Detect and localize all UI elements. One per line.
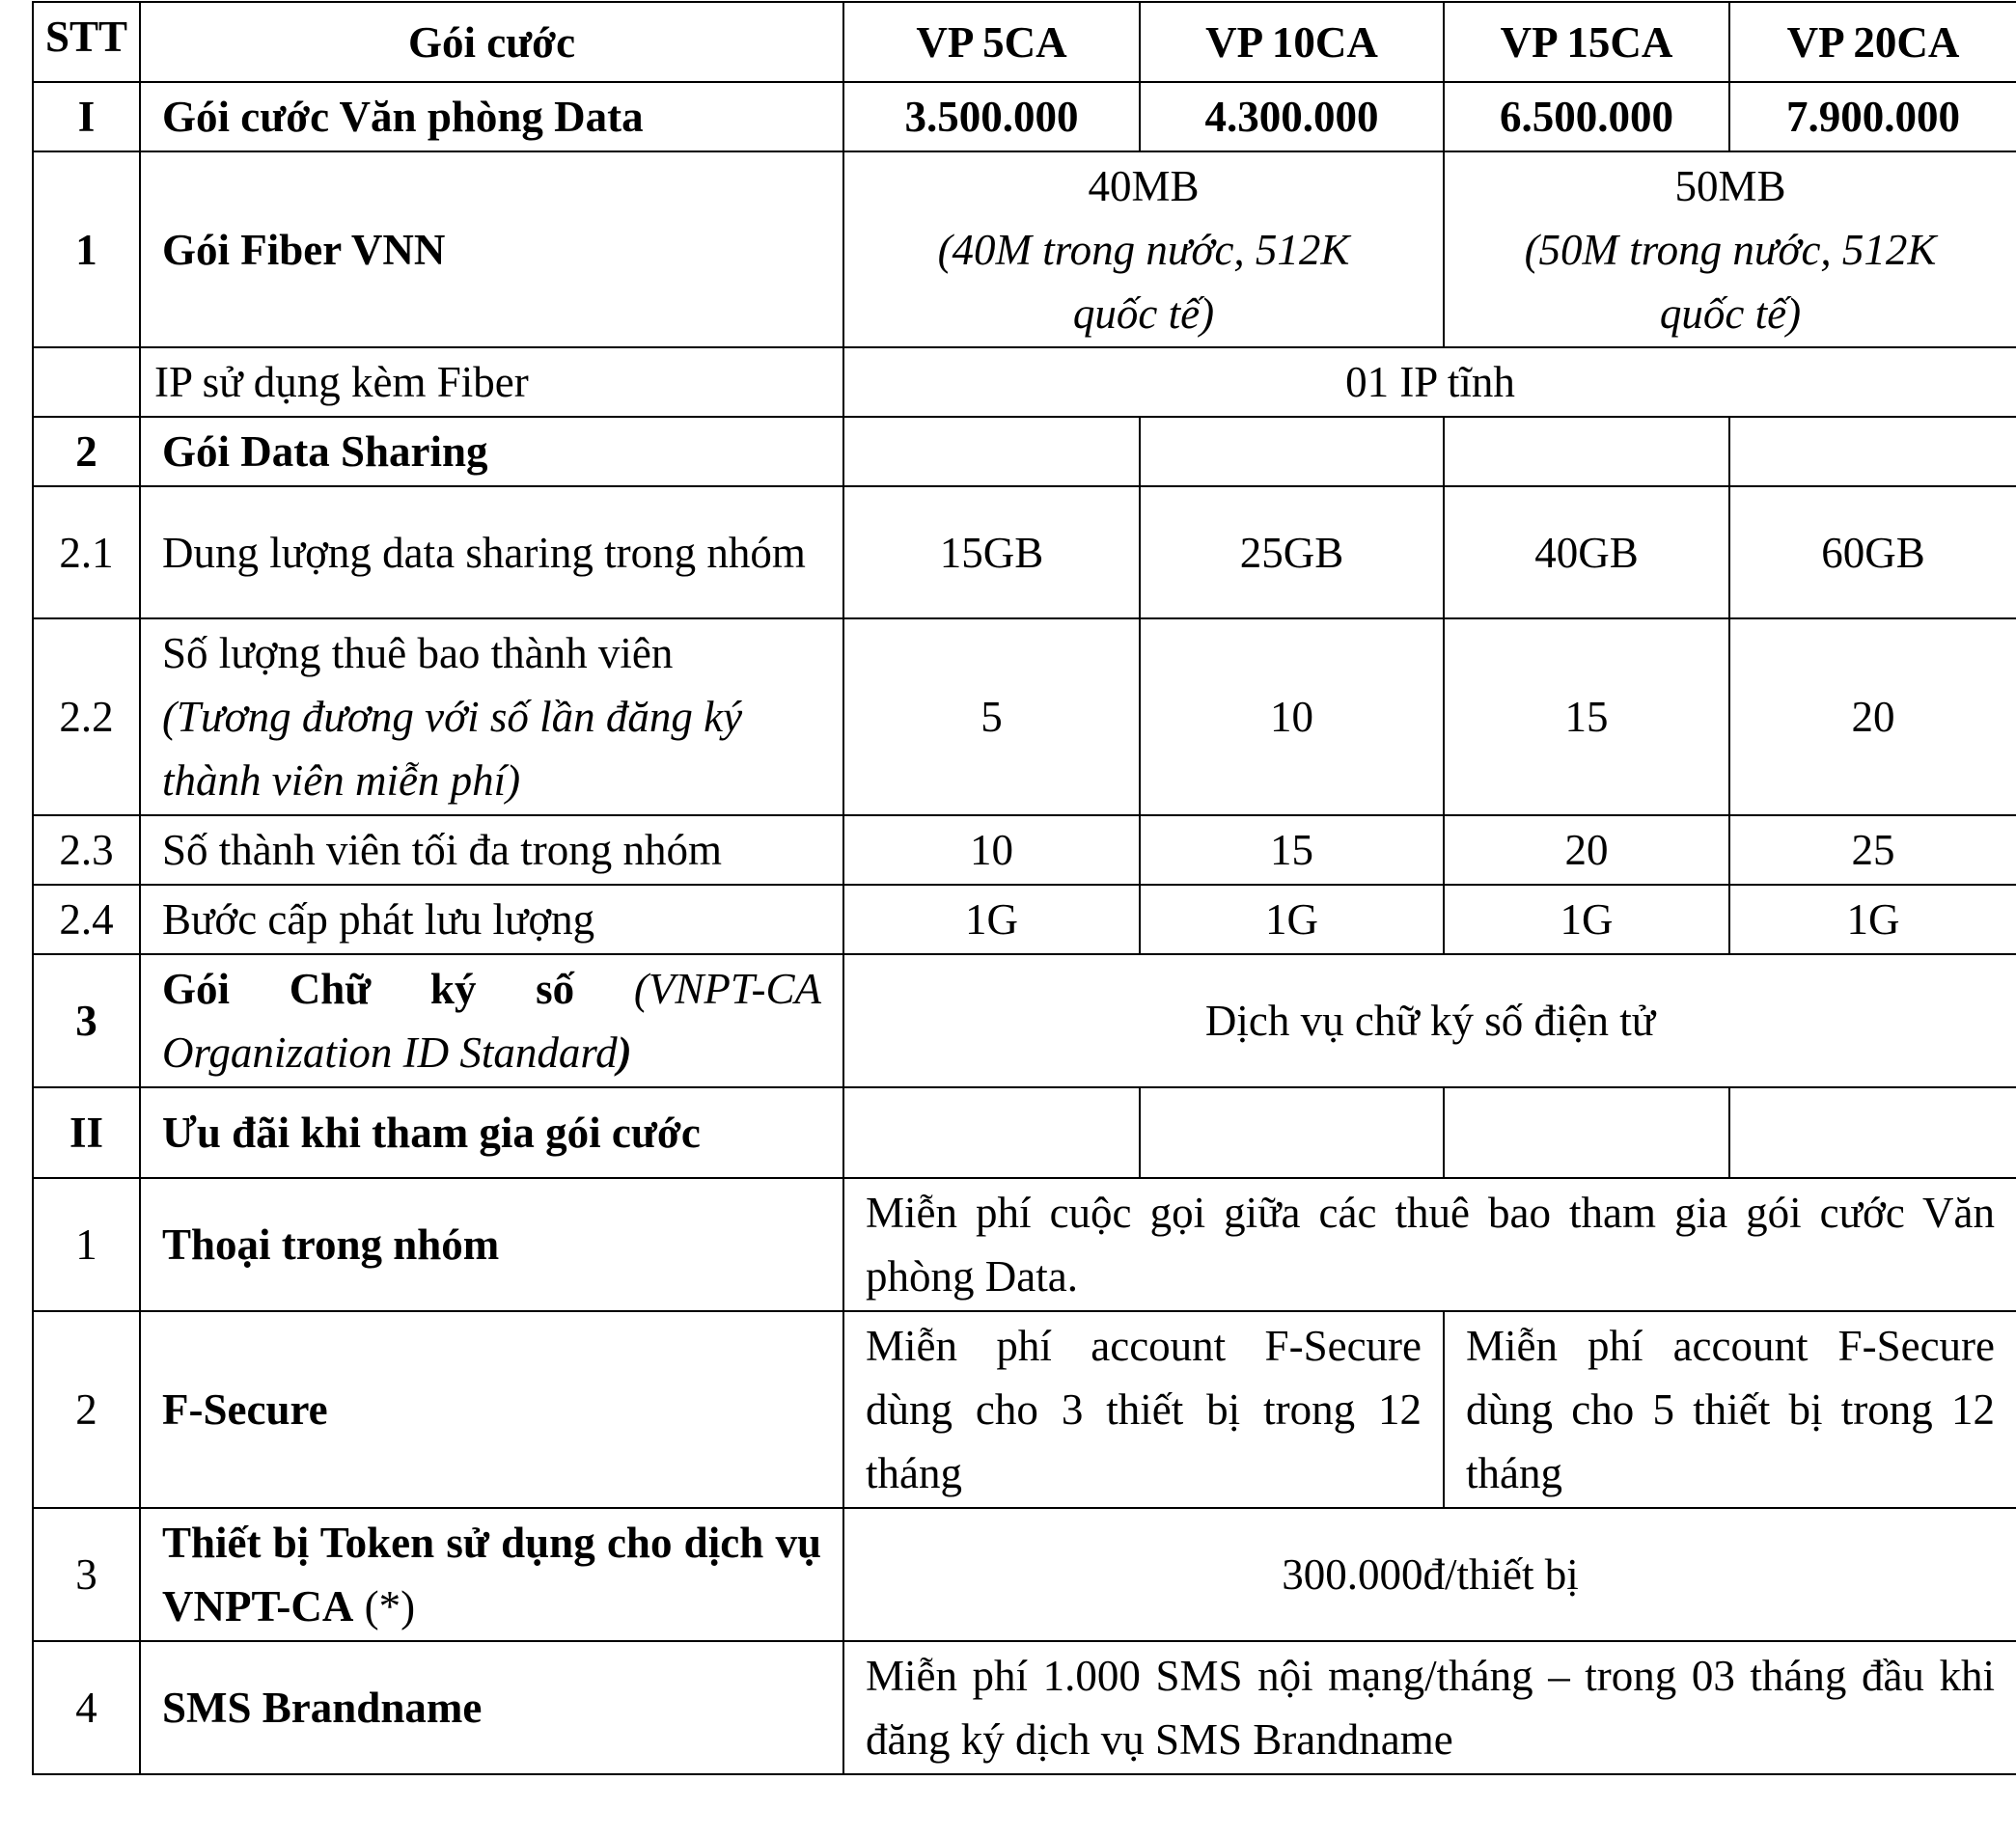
data-sharing-empty-2 [1140, 417, 1444, 486]
token-value: 300.000đ/thiết bị [843, 1508, 2016, 1641]
row-2-2-vp5ca: 5 [843, 618, 1140, 815]
row-2-4-stt: 2.4 [33, 885, 140, 954]
fiber-plan-b [1444, 151, 2016, 347]
row-2-4-name: Bước cấp phát lưu lượng [140, 885, 843, 954]
fiber-name: Gói Fiber VNN [140, 151, 843, 347]
data-sharing-row [33, 417, 2016, 486]
fsecure-row [33, 1311, 2016, 1508]
data-sharing-empty-1 [843, 417, 1140, 486]
row-2-1-vp15ca: 40GB [1444, 486, 1729, 618]
fiber-plan-a [843, 151, 1444, 347]
fiber-plan-b-speed: 50MB [1674, 161, 1786, 210]
section-2-stt: II [33, 1087, 140, 1178]
voice-value: Miễn phí cuộc gọi giữa các thuê bao tham gia gói cước Văn phòng Data. [843, 1178, 2016, 1311]
token-cell [140, 1508, 843, 1641]
fsecure-plan-a: Miễn phí account F-Secure dùng cho 3 thiết bị trong 12 tháng [843, 1311, 1444, 1508]
sms-value: Miễn phí 1.000 SMS nội mạng/tháng – trong 03 tháng đầu khi đăng ký dịch vụ SMS Brandname [843, 1641, 2016, 1774]
row-2-2-cell [140, 618, 843, 815]
fiber-plan-b-detail: (50M trong nước, 512K quốc tế) [1524, 225, 1937, 338]
row-2-3-vp15ca: 20 [1444, 815, 1729, 885]
row-2-1-vp10ca: 25GB [1140, 486, 1444, 618]
row-2-1 [33, 486, 2016, 618]
row-2-2-name: Số lượng thuê bao thành viên [162, 629, 674, 677]
section-2-row [33, 1087, 2016, 1178]
price-vp20ca: 7.900.000 [1729, 82, 2016, 151]
section-2-empty-3 [1444, 1087, 1729, 1178]
data-sharing-stt: 2 [33, 417, 140, 486]
fiber-row [33, 151, 2016, 347]
row-2-4 [33, 885, 2016, 954]
section-1-row [33, 82, 2016, 151]
pricing-table [32, 1, 2016, 1775]
section-1-name: Gói cước Văn phòng Data [140, 82, 843, 151]
token-row [33, 1508, 2016, 1641]
token-mark: (*) [364, 1582, 416, 1630]
row-2-2-vp20ca: 20 [1729, 618, 2016, 815]
row-2-2-note: (Tương đương với số lần đăng ký thành viên miễn phí) [162, 693, 743, 805]
header-plan-vp15ca: VP 15CA [1444, 2, 1729, 82]
data-sharing-empty-3 [1444, 417, 1729, 486]
row-2-3-vp5ca: 10 [843, 815, 1140, 885]
header-plan-vp20ca: VP 20CA [1729, 2, 2016, 82]
voice-row [33, 1178, 2016, 1311]
section-2-empty-2 [1140, 1087, 1444, 1178]
digital-signature-name: Gói Chữ ký số [162, 965, 575, 1013]
row-2-3-vp10ca: 15 [1140, 815, 1444, 885]
row-2-4-vp15ca: 1G [1444, 885, 1729, 954]
fiber-plan-a-detail: (40M trong nước, 512K quốc tế) [937, 225, 1350, 338]
voice-stt: 1 [33, 1178, 140, 1311]
digital-signature-note: (VNPT-CA Organization ID Standard [162, 965, 822, 1077]
header-plan-vp5ca: VP 5CA [843, 2, 1140, 82]
sms-row [33, 1641, 2016, 1774]
row-2-1-vp20ca: 60GB [1729, 486, 2016, 618]
fiber-plan-a-speed: 40MB [1088, 161, 1200, 210]
price-vp5ca: 3.500.000 [843, 82, 1140, 151]
row-2-2-vp15ca: 15 [1444, 618, 1729, 815]
digital-signature-close: ) [617, 1028, 632, 1077]
digital-signature-stt: 3 [33, 954, 140, 1087]
row-2-4-vp10ca: 1G [1140, 885, 1444, 954]
fsecure-stt: 2 [33, 1311, 140, 1508]
fsecure-plan-b: Miễn phí account F-Secure dùng cho 5 thiết bị trong 12 tháng [1444, 1311, 2016, 1508]
price-vp10ca: 4.300.000 [1140, 82, 1444, 151]
header-stt: STT [33, 2, 140, 82]
header-package: Gói cước [140, 2, 843, 82]
section-2-empty-1 [843, 1087, 1140, 1178]
fiber-stt: 1 [33, 151, 140, 347]
header-row [33, 2, 2016, 82]
ip-name: IP sử dụng kèm Fiber [140, 347, 843, 417]
section-2-empty-4 [1729, 1087, 2016, 1178]
token-name: Thiết bị Token sử dụng cho dịch vụ VNPT-CA [162, 1519, 821, 1630]
row-2-2-stt: 2.2 [33, 618, 140, 815]
fsecure-name: F-Secure [140, 1311, 843, 1508]
row-2-3-stt: 2.3 [33, 815, 140, 885]
row-2-3-name: Số thành viên tối đa trong nhóm [140, 815, 843, 885]
ip-row [33, 347, 2016, 417]
row-2-2 [33, 618, 2016, 815]
row-2-3-vp20ca: 25 [1729, 815, 2016, 885]
row-2-4-vp20ca: 1G [1729, 885, 2016, 954]
digital-signature-value: Dịch vụ chữ ký số điện tử [843, 954, 2016, 1087]
row-2-2-vp10ca: 10 [1140, 618, 1444, 815]
row-2-1-name: Dung lượng data sharing trong nhóm [140, 486, 843, 618]
header-plan-vp10ca: VP 10CA [1140, 2, 1444, 82]
data-sharing-name: Gói Data Sharing [140, 417, 843, 486]
sms-name: SMS Brandname [140, 1641, 843, 1774]
row-2-1-vp5ca: 15GB [843, 486, 1140, 618]
price-vp15ca: 6.500.000 [1444, 82, 1729, 151]
ip-value: 01 IP tĩnh [843, 347, 2016, 417]
section-2-name: Ưu đãi khi tham gia gói cước [140, 1087, 843, 1178]
row-2-1-stt: 2.1 [33, 486, 140, 618]
section-1-stt: I [33, 82, 140, 151]
digital-signature-row [33, 954, 2016, 1087]
sms-stt: 4 [33, 1641, 140, 1774]
ip-stt [33, 347, 140, 417]
row-2-4-vp5ca: 1G [843, 885, 1140, 954]
digital-signature-cell [140, 954, 843, 1087]
voice-name: Thoại trong nhóm [140, 1178, 843, 1311]
data-sharing-empty-4 [1729, 417, 2016, 486]
token-stt: 3 [33, 1508, 140, 1641]
row-2-3 [33, 815, 2016, 885]
